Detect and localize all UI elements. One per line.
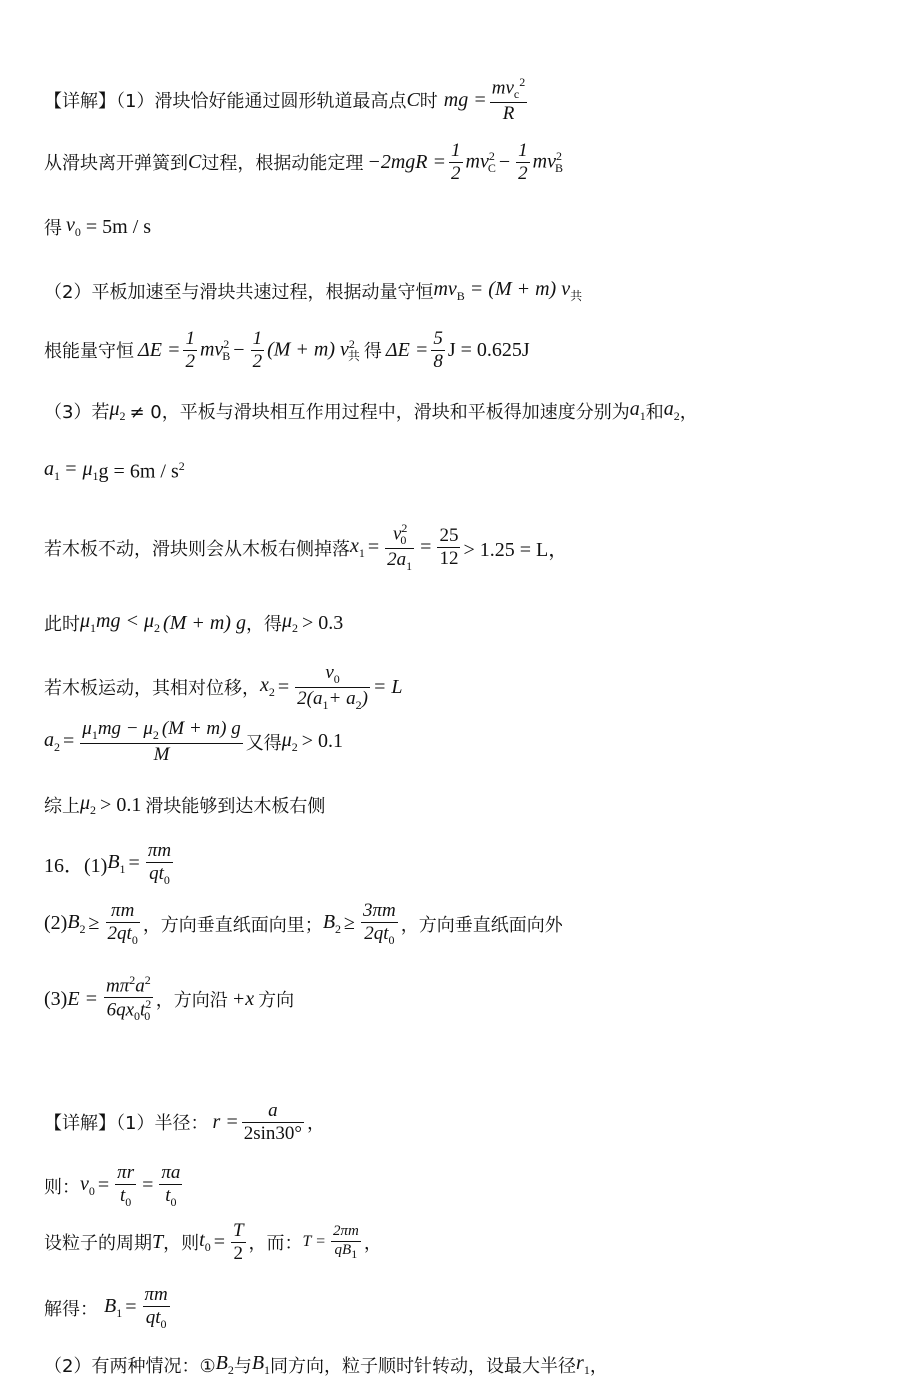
answer-16-part-3	[44, 974, 294, 1024]
operator: =	[97, 1174, 110, 1197]
text: 和	[645, 402, 664, 423]
equation: mg < $\mu_2$	[96, 610, 161, 635]
equation: = $\mu_1$	[64, 458, 99, 483]
math-var: $v_0$	[66, 214, 81, 239]
operator: =	[128, 852, 140, 875]
denominator: R	[502, 102, 515, 124]
text: ，	[307, 1113, 326, 1135]
equation: > 0.1	[301, 730, 344, 753]
fraction: $\frac{\pi m}{qt_0}$	[144, 1284, 168, 1331]
text: 根能量守恒	[44, 341, 134, 363]
text: ≠ 0，平板与滑块相互作用过程中，滑块和平板得加速度分别为	[129, 402, 630, 423]
equation: ΔE =	[385, 338, 429, 361]
fraction: $\frac{1}{2}$	[252, 328, 263, 372]
fraction: $\frac{\mu_1mg - \mu_2 (M + m) g}{M}$	[82, 718, 241, 765]
solution-line-3	[44, 214, 151, 240]
text: 过程，根据动能定理	[201, 153, 364, 175]
fraction: $\frac{T}{2}$	[232, 1220, 244, 1264]
math-var: $r_1$	[576, 1352, 590, 1377]
text: ，	[363, 1233, 382, 1255]
solution-line-1	[44, 76, 530, 125]
math-var: $\mu_2$	[109, 398, 126, 423]
math-var: $a_2$	[44, 728, 60, 754]
fraction: $\frac{1}{2}$	[185, 328, 195, 372]
text: 此时	[44, 614, 80, 635]
equation: (M + m) g	[163, 611, 246, 634]
text: ，	[679, 402, 698, 423]
text: ，方向垂直纸面向里；	[142, 914, 323, 936]
solution-line-8	[44, 522, 568, 574]
fraction: $\frac{3\pi m}{2qt_0}$	[363, 900, 396, 947]
operator: ≥	[344, 912, 356, 935]
direction: +x	[231, 987, 255, 1010]
text: 若木板不动，滑块则会从木板右侧掉落	[44, 538, 350, 560]
math-var: $\mu_1$	[80, 610, 97, 635]
fraction	[490, 76, 527, 125]
text: 则：	[44, 1176, 80, 1198]
operator: −	[233, 338, 245, 361]
equation: r =	[212, 1110, 239, 1133]
operator: =	[125, 1296, 137, 1319]
text: ，方向沿	[155, 990, 228, 1012]
term: $mv^2_B$	[199, 336, 231, 364]
text: 时	[419, 91, 438, 113]
equation: > 0.3	[302, 611, 344, 634]
math-var: C	[406, 88, 420, 111]
answer-16-part-2	[44, 900, 563, 947]
fraction: $\frac{v_0}{2(a_1+ a_2)}$	[297, 662, 368, 712]
operator: =	[63, 730, 75, 753]
text: 又得	[245, 732, 282, 754]
fraction: $\frac{v^2_0}{2a_1}$	[387, 521, 413, 573]
text: 若木板运动，其相对位移，	[44, 678, 260, 700]
detail-line-period	[44, 1220, 382, 1265]
fraction: $\frac{\pi m}{2qt_0}$	[107, 900, 138, 947]
operator: =	[420, 536, 432, 559]
operator: =	[213, 1230, 225, 1253]
math-var: $a_1$	[44, 458, 60, 483]
text: 方向	[258, 990, 295, 1012]
equation: > 1.25 = L，	[463, 539, 569, 562]
text: ，得	[245, 614, 282, 635]
math-var: $B_1$	[251, 1352, 271, 1377]
solution-line-6	[44, 398, 698, 424]
math-var: $x_2$	[260, 674, 275, 700]
text: （3）若	[44, 402, 110, 423]
math-var: $x_1$	[350, 534, 365, 560]
fraction: $\frac{\pi a}{t_0}$	[161, 1162, 181, 1209]
equation: J = 0.625J	[447, 338, 530, 361]
math-var: $B_2$	[322, 910, 342, 936]
text: 得	[363, 341, 382, 363]
equation: ΔE =	[138, 338, 181, 361]
text: 【详解】（1）半径：	[44, 1113, 209, 1135]
fraction: $\frac{a}{2\sin 30^\circ}$	[243, 1100, 303, 1144]
fraction: $\frac{2\pi m}{qB_1}$	[332, 1223, 359, 1261]
solution-line-4	[44, 278, 582, 304]
operator: −	[498, 150, 511, 173]
equation: $g = 6m / s^2$	[98, 458, 185, 483]
equation: mg =	[443, 88, 487, 111]
solution-line-5	[44, 328, 530, 373]
detail-line-radius	[44, 1100, 325, 1145]
fraction: $\frac{\pi m}{qt_0}$	[147, 840, 172, 887]
fraction: $\frac{1}{2}$	[451, 140, 461, 184]
term: (M + m) $v^2_共$	[267, 336, 360, 364]
solution-line-11	[44, 718, 343, 765]
text: 解得：	[44, 1298, 98, 1320]
math-var: T	[152, 1230, 164, 1253]
math-var: $\mu_2$	[80, 792, 97, 817]
question-number: 16．(1)	[44, 855, 108, 878]
numerator: $mv_c^2$	[491, 75, 526, 102]
solution-line-7	[44, 458, 185, 484]
equation: = 5m / s	[85, 215, 152, 238]
answer-16-part-1	[44, 840, 176, 887]
text: 与	[233, 1356, 252, 1377]
equation: = L	[372, 675, 403, 698]
equation: −2mgR =	[367, 150, 446, 173]
equation: E =	[67, 987, 99, 1010]
fraction: $\frac{25}{12}$	[439, 525, 459, 570]
text: 从滑块离开弹簧到	[44, 153, 188, 175]
math-var: $t_0$	[199, 1229, 211, 1255]
solution-line-2	[44, 140, 563, 185]
math-var: C	[188, 150, 202, 173]
text: （2）有两种情况：①	[44, 1356, 216, 1377]
solution-line-10	[44, 662, 403, 712]
operator: =	[142, 1174, 154, 1197]
equation: T =	[302, 1233, 326, 1251]
math-var: $B_1$	[107, 850, 126, 876]
text: ，而：	[248, 1233, 303, 1255]
detail-line-part2	[44, 1352, 608, 1378]
term: $mv^2_B$	[532, 148, 563, 176]
fraction: $\frac{\pi r}{t_0}$	[117, 1162, 135, 1209]
solution-line-12	[44, 792, 325, 818]
math-var: $v_0$	[80, 1172, 95, 1198]
text: ，则	[163, 1233, 200, 1255]
text: 综上	[44, 796, 80, 817]
text: ，	[589, 1356, 608, 1377]
math-var: $B_2$	[215, 1352, 234, 1377]
equation: $mv_B$	[433, 278, 465, 303]
detail-line-solve	[44, 1284, 173, 1331]
operator: =	[277, 675, 290, 698]
operator: ≥	[88, 912, 100, 935]
fraction: $\frac{5}{8}$	[433, 328, 443, 372]
text: 设粒子的周期	[44, 1233, 152, 1255]
text: （2）平板加速至与滑块共速过程，根据动量守恒	[44, 282, 434, 303]
text: 滑块能够到达木板右侧	[145, 796, 326, 817]
math-var: $B_1$	[104, 1294, 123, 1320]
math-var: $B_2$	[67, 910, 86, 936]
part-number: (2)	[44, 912, 68, 935]
text: ，方向垂直纸面向外	[400, 914, 563, 936]
fraction: $\frac{m\pi^2a^2}{6qx_0t^2_0}$	[106, 973, 152, 1024]
math-var: $\mu_2$	[281, 610, 298, 635]
detail-line-velocity	[44, 1162, 185, 1209]
fraction: $\frac{1}{2}$	[518, 140, 528, 184]
equation: > 0.1	[100, 793, 142, 816]
term: $mv^2_C$	[465, 148, 496, 176]
math-var: $\mu_2$	[281, 728, 298, 754]
part-number: (3)	[44, 987, 68, 1010]
text: 同方向，粒子顺时针转动，设最大半径	[270, 1356, 577, 1377]
text: 得	[44, 218, 62, 239]
math-var: $a_1$	[629, 398, 646, 423]
math-var: $a_2$	[663, 398, 680, 423]
equation: = (M + m) $v_共$	[469, 278, 583, 303]
solution-line-9	[44, 610, 343, 636]
text: 【详解】（1）滑块恰好能通过圆形轨道最高点	[44, 91, 407, 113]
operator: =	[367, 536, 380, 559]
